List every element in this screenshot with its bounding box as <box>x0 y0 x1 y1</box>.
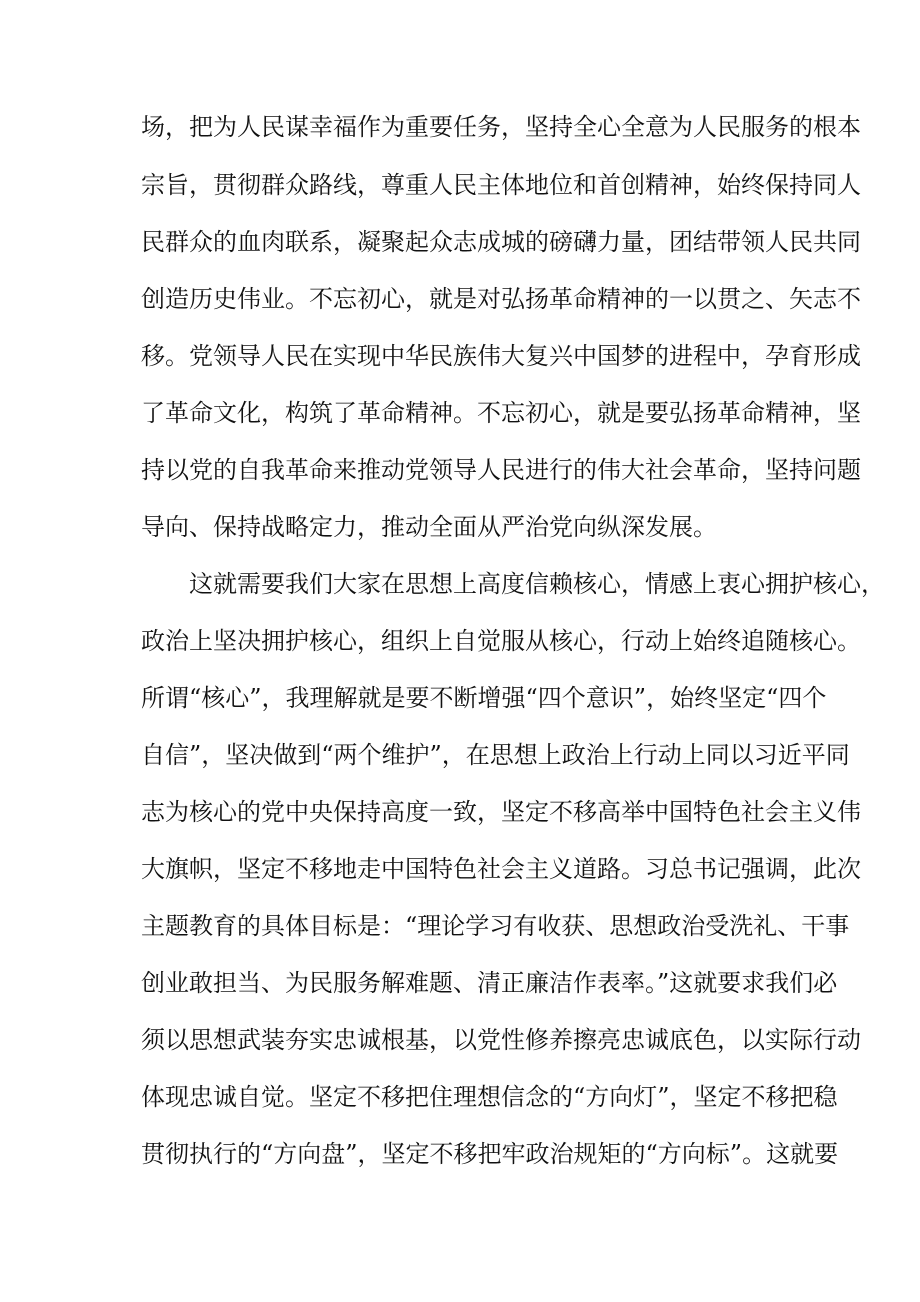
text-line: 持以党的自我革命来推动党领导人民进行的伟大社会革命，坚持问题 <box>141 456 861 484</box>
text-line: 移。党领导人民在实现中华民族伟大复兴中国梦的进程中，孕育形成 <box>141 342 861 370</box>
text-line: 宗旨，贯彻群众路线，尊重人民主体地位和首创精神，始终保持同人 <box>141 171 861 199</box>
text-line: 须以思想武装夯实忠诚根基，以党性修养擦亮忠诚底色，以实际行动 <box>141 1026 861 1054</box>
text-line: 大旗帜，坚定不移地走中国特色社会主义道路。习总书记强调，此次 <box>141 855 861 883</box>
text-line: 自信”，坚决做到“两个维护”，在思想上政治上行动上同以习近平同 <box>141 741 850 769</box>
text-line: 志为核心的党中央保持高度一致，坚定不移高举中国特色社会主义伟 <box>141 798 861 826</box>
text-line: 体现忠诚自觉。坚定不移把住理想信念的“方向灯”，坚定不移把稳 <box>141 1083 838 1111</box>
text-line: 民群众的血肉联系，凝聚起众志成城的磅礴力量，团结带领人民共同 <box>141 228 861 256</box>
text-line: 主题教育的具体目标是：“理论学习有收获、思想政治受洗礼、干事 <box>141 912 850 940</box>
text-line: 政治上坚决拥护核心，组织上自觉服从核心，行动上始终追随核心。 <box>141 627 861 655</box>
text-line: 场，把为人民谋幸福作为重要任务，坚持全心全意为人民服务的根本 <box>141 113 861 141</box>
text-line: 所谓“核心”，我理解就是要不断增强“四个意识”，始终坚定“四个 <box>141 684 827 712</box>
text-line: 导向、保持战略定力，推动全面从严治党向纵深发展。 <box>141 513 717 541</box>
text-line: 创造历史伟业。不忘初心，就是对弘扬革命精神的一以贯之、矢志不 <box>141 285 861 313</box>
text-line: 这就需要我们大家在思想上高度信赖核心，情感上衷心拥护核心， <box>141 570 885 598</box>
text-line: 创业敢担当、为民服务解难题、清正廉洁作表率。”这就要求我们必 <box>141 969 838 997</box>
text-line: 了革命文化，构筑了革命精神。不忘初心，就是要弘扬革命精神，坚 <box>141 399 861 427</box>
text-line: 贯彻执行的“方向盘”，坚定不移把牢政治规矩的“方向标”。这就要 <box>141 1140 839 1168</box>
